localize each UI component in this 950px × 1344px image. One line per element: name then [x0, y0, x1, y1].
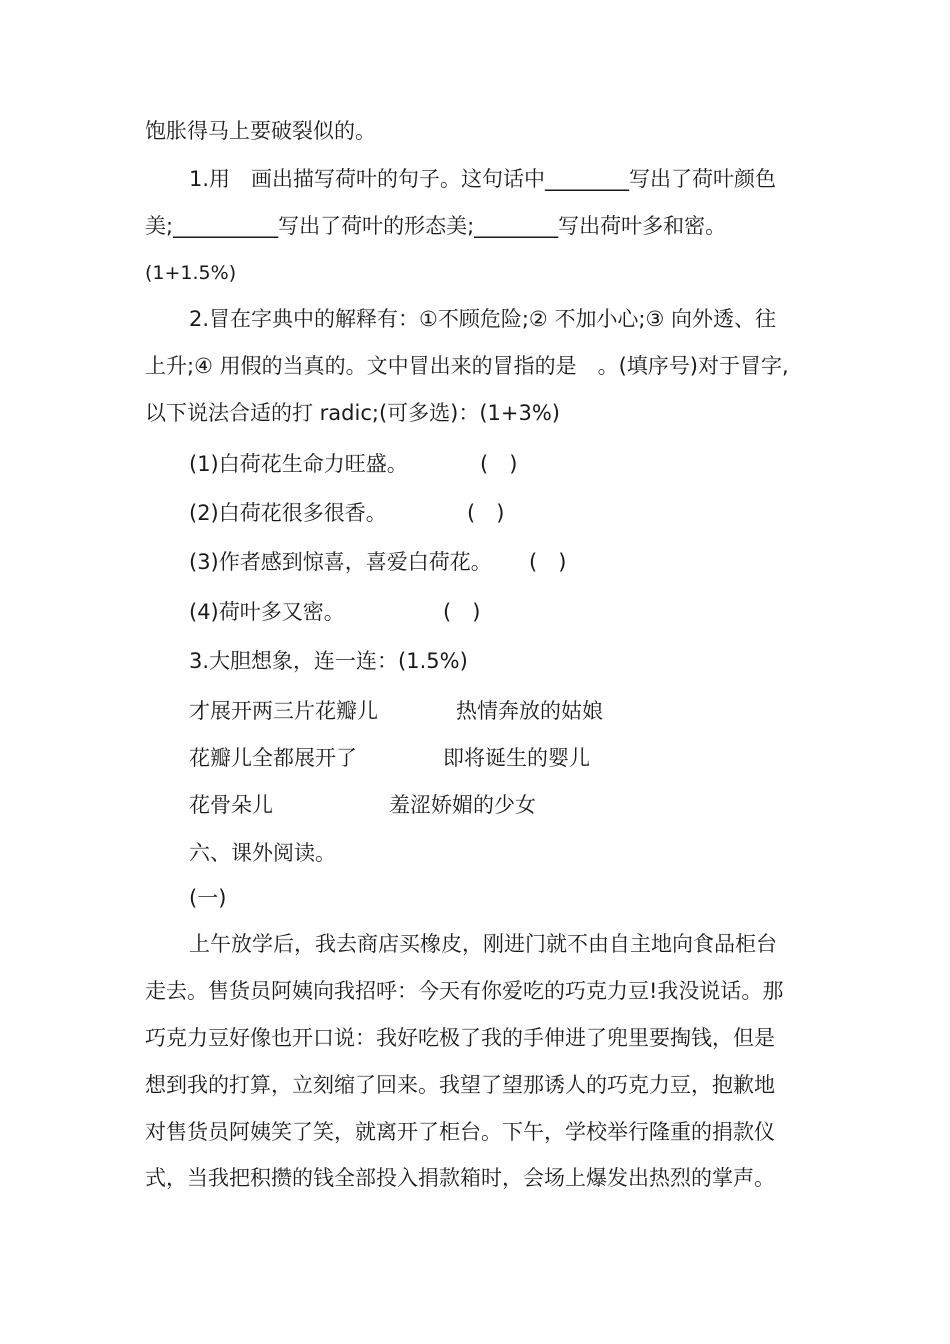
passage-line: 想到我的打算，立刻缩了回来。我望了望那诱人的巧克力豆，抱歉地 [145, 1073, 775, 1097]
question-1-line: 1.用 画出描写荷叶的句子。这句话中________写出了荷叶颜色 [189, 167, 777, 191]
option-2: (2)白荷花很多很香。 [189, 501, 387, 525]
passage-line: 巧克力豆好像也开口说：我好吃极了我的手伸进了兜里要掏钱，但是 [145, 1026, 775, 1050]
answer-bracket: ( ) [529, 550, 567, 574]
match-right-3: 羞涩娇媚的少女 [389, 793, 536, 817]
match-left-2: 花瓣儿全都展开了 [189, 746, 357, 770]
passage-line: 上午放学后，我去商店买橡皮，刚进门就不由自主地向食品柜台 [189, 932, 777, 956]
answer-bracket: ( ) [443, 600, 481, 624]
answer-bracket: ( ) [467, 501, 505, 525]
question-1-score: (1+1.5%) [145, 262, 237, 284]
text-line: 饱胀得马上要破裂似的。 [145, 119, 376, 143]
passage-line: 式，当我把积攒的钱全部投入捐款箱时，会场上爆发出热烈的掌声。 [145, 1166, 775, 1190]
passage-line: 走去。售货员阿姨向我招呼：今天有你爱吃的巧克力豆!我没说话。那 [145, 979, 784, 1003]
question-3-line: 3.大胆想象，连一连：(1.5%) [189, 649, 468, 673]
match-right-1: 热情奔放的姑娘 [456, 699, 603, 723]
option-1: (1)白荷花生命力旺盛。 [189, 452, 408, 476]
question-2-line: 上升;④ 用假的当真的。文中冒出来的冒指的是 。(填序号)对于冒字, [145, 354, 789, 378]
subsection-heading: (一) [189, 886, 227, 910]
section-heading: 六、课外阅读。 [189, 841, 336, 865]
match-right-2: 即将诞生的婴儿 [443, 746, 590, 770]
question-2-line: 以下说法合适的打 radic;(可多选)：(1+3%) [145, 401, 561, 425]
option-3: (3)作者感到惊喜，喜爱白荷花。 [189, 550, 492, 574]
option-4: (4)荷叶多又密。 [189, 600, 345, 624]
passage-line: 对售货员阿姨笑了笑，就离开了柜台。下午，学校举行隆重的捐款仪 [145, 1120, 775, 1144]
answer-bracket: ( ) [480, 452, 518, 476]
match-left-1: 才展开两三片花瓣儿 [189, 699, 378, 723]
question-2-line: 2.冒在字典中的解释有：①不顾危险;② 不加小心;③ 向外透、往 [189, 307, 777, 331]
match-left-3: 花骨朵儿 [189, 793, 273, 817]
question-1-line: 美;__________写出了荷叶的形态美;________写出荷叶多和密。 [145, 214, 727, 238]
